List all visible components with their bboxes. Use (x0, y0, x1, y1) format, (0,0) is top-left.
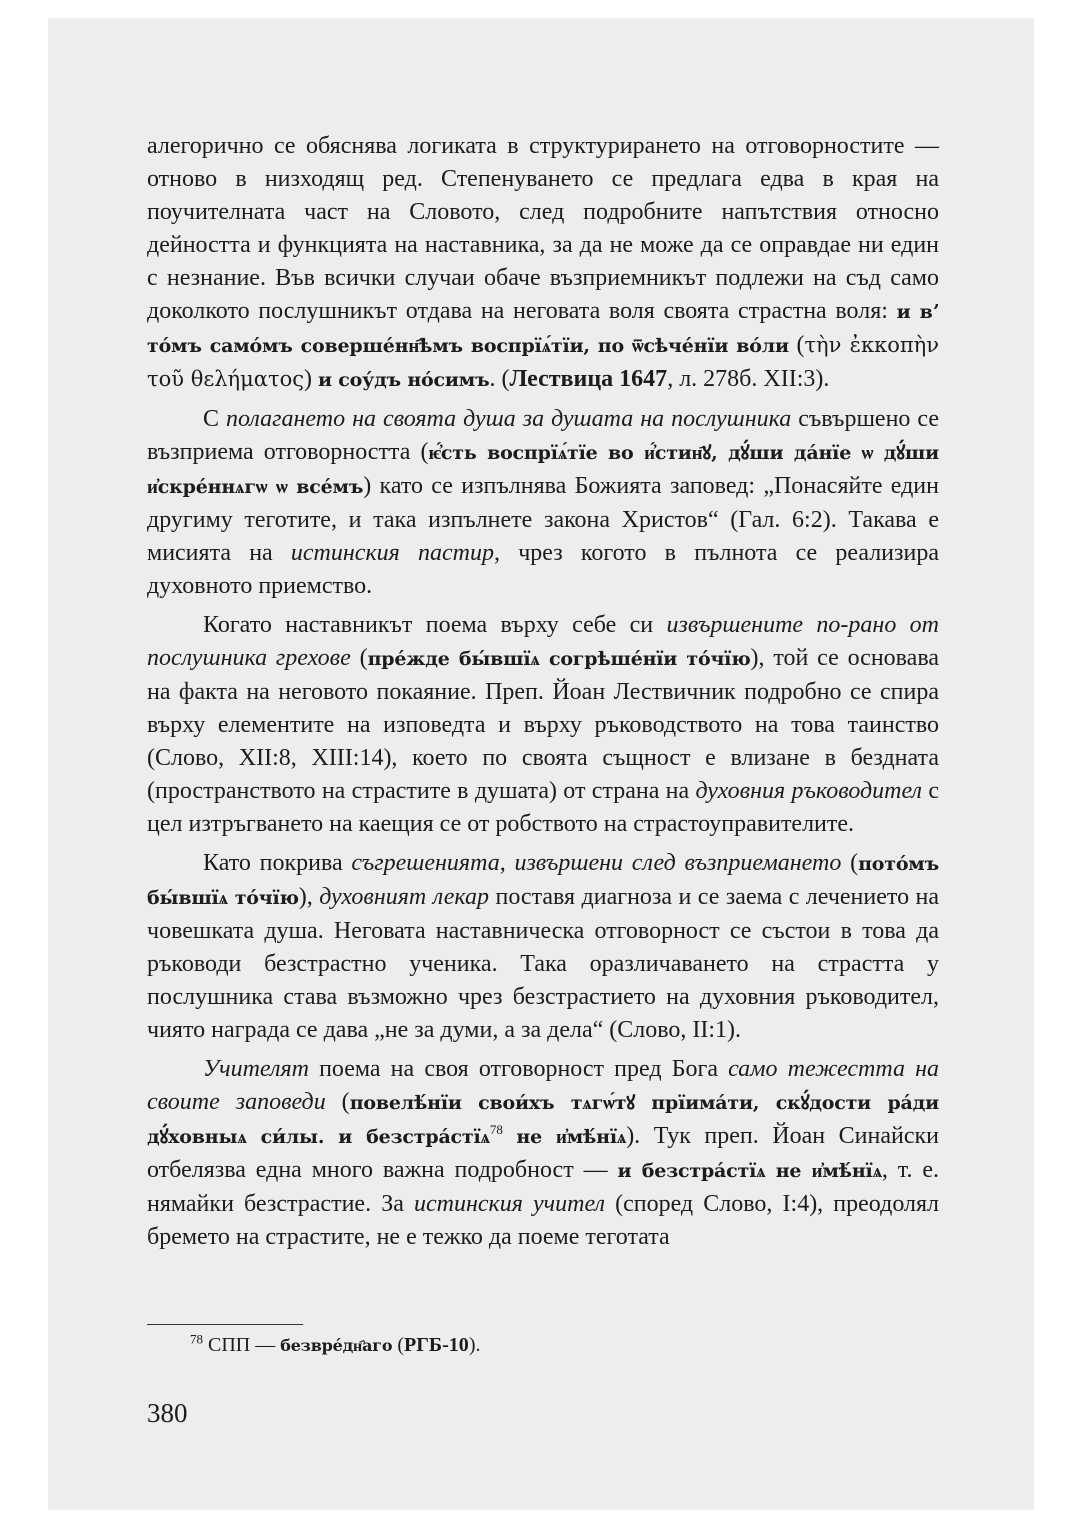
church-slavonic-quote: и вʼ то́мъ само́мъ соверше́нн҄ѣмъ воспрїѧ́тїи, по ѿсѣче́нїи во́ли (147, 301, 939, 357)
text-run: , л. 278б. XII:3). (667, 366, 830, 392)
text-run: Когато наставникът поема върху себе си (203, 612, 667, 638)
text-run: С (203, 406, 226, 432)
paragraph-p3 (147, 609, 939, 841)
greek-quote: τὴν ἐκκοπὴν τοῦ θελήματος (147, 333, 939, 391)
church-slavonic-quote: не и҆мѣ́нїѧ (516, 1126, 627, 1148)
emphasis-text: полагането на своята душа за душата на послушника (226, 406, 792, 432)
text-run: ( (392, 1334, 404, 1356)
text-run: , т. е. нямайки безстрастие. За (147, 1157, 940, 1217)
text-run: СПП — (203, 1334, 281, 1356)
church-slavonic-quote: безвре́дн҄аго (280, 1336, 393, 1355)
emphasis-text: духовният лекар (319, 884, 490, 910)
text-run: ), (298, 884, 320, 910)
text-run: ) като се изпълнява Божията заповед: „Понасяйте един другиму теготите, и така изпълнете закона Христов“ (Гал. 6:2). Такава е мисията на (147, 473, 939, 566)
church-slavonic-quote: ѥ҆́сть воспрїѧ́тїе во и҆́стин҄ꙋ, дꙋ́ши да́нїе ѡ дꙋ́ши и҆скре́ннѧгѡ ѡ все́мъ (147, 442, 940, 498)
text-run: съвършено се възприема отговорността ( (147, 406, 940, 465)
text-run: поставя диагноза и се заема с лечението на човешката душа. Неговата наставническа отговорност се състои в това да ръководи безстрастно ученика. Така оразличаването на страстта у послушника става възможно чрез безстрастието на духовния ръководител, чиято награда се дава „не за думи, а за дела“ (Слово, II:1). (147, 884, 940, 1043)
paragraph-p4 (147, 847, 939, 1047)
emphasis-text: само тежестта на своите заповеди (147, 1056, 939, 1115)
church-slavonic-quote: пото́мъ бы́вшїѧ то́чїю (147, 853, 939, 909)
emphasis-text: съгрешенията, извършени след възприемането (351, 850, 842, 876)
footnote-ref: 78 (489, 1122, 503, 1137)
text-run: ). (468, 1334, 481, 1356)
footnote-78 (190, 1332, 480, 1359)
church-slavonic-quote: пре́жде бы́вшїѧ согрѣше́нїи то́чїю (367, 648, 751, 670)
text-run: ( (788, 332, 805, 358)
text-run: ). Тук преп. Йоан Синайски отбелязва една много важна подробност — (147, 1123, 940, 1183)
church-slavonic-quote: и соу́дъ но́симъ (317, 369, 490, 391)
page-number: 380 (147, 1398, 188, 1428)
church-slavonic-quote: и безстра́стїѧ не и҆мѣ́нїѧ (617, 1160, 882, 1182)
text-run: алегорично се обяснява логиката в структурирането на отговорностите — отново в низходящ ред. Степенуването се предлага едва в края на поучителната част на Словото, след подробните напътствия относно дейността и функцията на наставника, за да не може да се оправдае ни един с незнание. Във всички случаи обаче възприемникът подлежи на съд само доколкото послушникът отдава на неговата воля своята страстна воля: (147, 133, 939, 324)
text-run: , чрез когото в пълнота се реализира духовното приемство. (147, 540, 940, 599)
emphasis-text: духовния ръководител (695, 778, 923, 804)
text-run: ( (350, 645, 368, 671)
text-run: поема на своя отговорност пред Бога (308, 1056, 729, 1082)
text-run (503, 1123, 517, 1149)
body-text (147, 130, 939, 1254)
emphasis-text: истинския пастир (290, 540, 495, 566)
bold-reference: РГБ-10 (403, 1334, 469, 1356)
text-run: ( (325, 1089, 350, 1115)
text-run: ), той се основава на факта на неговото покаяние. Преп. Йоан Лествичник подробно се спира върху елементите на изповедта и върху ръководството на това таинство (Слово, XII:8, XIII:14), което по своята същност е влизане в бездната (пространството на страстите в душата) от страна на (147, 645, 940, 804)
text-run: (според Слово, I:4), преодолял бремето на страстите, не е тежко да поеме теготата (147, 1191, 939, 1250)
emphasis-text: истинския учител (413, 1191, 605, 1217)
emphasis-text: извършените по-рано от послушника грехове (147, 612, 940, 671)
text-run: Като покрива (203, 850, 352, 876)
paragraph-p1 (147, 130, 939, 397)
text-run: ) (303, 366, 318, 392)
emphasis-text: Учителят (203, 1056, 309, 1082)
text-run: ( (841, 850, 859, 876)
church-slavonic-quote: повелѣ́нїи свои́хъ тѧгѡ́тꙋ прїима́ти, скꙋ́дости ра́ди дꙋ́ховныѧ си́лы. и безстра́стїѧ (147, 1092, 940, 1148)
footnote-number: 78 (190, 1331, 203, 1347)
text-run: с цел изтръгването на каещия се от робството на страстоуправителите. (147, 778, 939, 837)
text-run: . ( (489, 366, 510, 392)
footnote-separator (147, 1324, 303, 1325)
bold-reference: Лествица 1647 (509, 366, 668, 392)
paragraph-p5 (147, 1053, 939, 1254)
paragraph-p2 (147, 403, 939, 603)
